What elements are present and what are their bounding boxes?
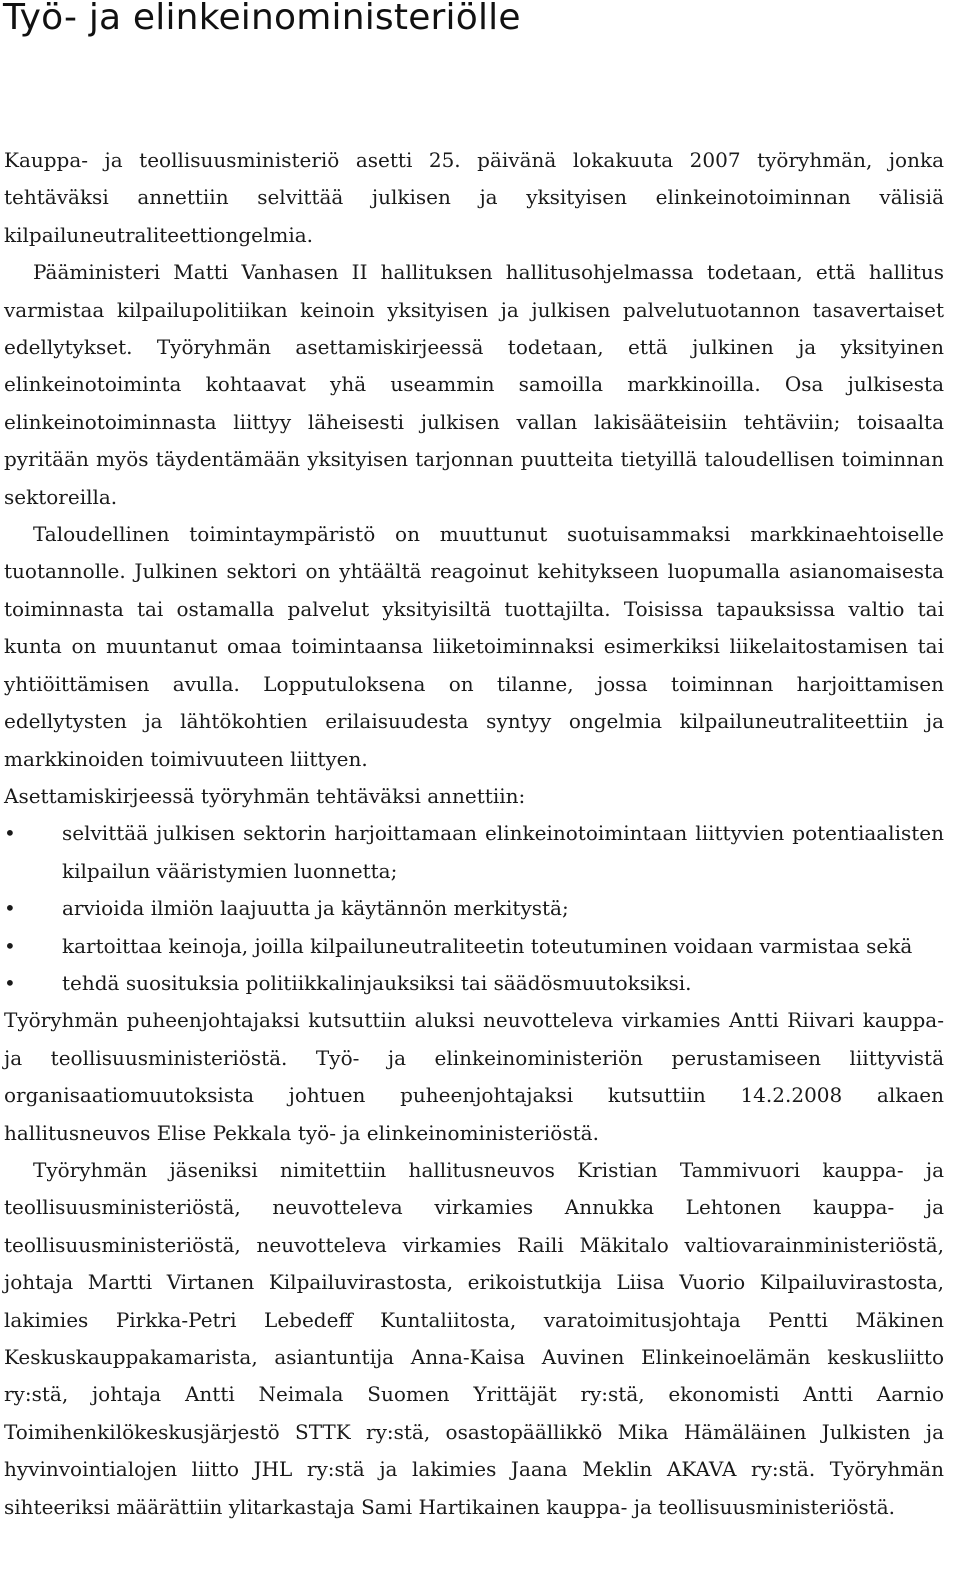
paragraph-tasks-intro: Asettamiskirjeessä työryhmän tehtäväksi annettiin: (4, 783, 526, 808)
bullet-icon: • (4, 896, 16, 921)
bullet-icon: • (4, 970, 16, 995)
list-item (4, 928, 944, 965)
list-item-text: kartoittaa keinoja, joilla kilpailuneutraliteetin toteutuminen voidaan varmistaa sekä (62, 933, 913, 958)
paragraph-assignment: Kauppa- ja teollisuusministeriö asetti 25. päivänä lokakuuta 2007 työryhmän, jonka tehtäväksi annettiin selvittää julkisen ja yksityisen elinkeinotoiminnan välisiä kilpailuneutraliteettiongelmia. (4, 148, 944, 247)
list-item-text: tehdä suosituksia politiikkalinjauksiksi tai säädösmuutoksiksi. (62, 970, 692, 995)
list-item (4, 815, 944, 890)
page-title: Työ- ja elinkeinoministeriölle (3, 0, 521, 38)
list-item (4, 965, 944, 1002)
bullet-icon: • (4, 821, 16, 846)
bullet-icon: • (4, 933, 16, 958)
paragraph-operating-environment: Taloudellinen toimintaympäristö on muuttunut suotuisammaksi markkinaehtoiselle tuotannolle. Julkinen sektori on yhtäältä reagoinut kehitykseen luopumalla asianomaisesta toiminnasta tai ostamalla palvelut yksityisiltä tuottajilta. Toisissa tapauksissa valtio tai kunta on muuntanut omaa toimintaansa liiketoiminnaksi esimerkiksi liikelaitostamisen tai yhtiöittämisen avulla. Lopputuloksena on tilanne, jossa toiminnan harjoittamisen edellytysten ja lähtökohtien erilaisuudesta syntyy ongelmia kilpailuneutraliteettiin ja markkinoiden toimivuuteen liittyen. (4, 522, 944, 771)
task-list (4, 815, 944, 1002)
list-item (4, 890, 944, 927)
paragraph-government-programme: Pääministeri Matti Vanhasen II hallituksen hallitusohjelmassa todetaan, että hallitus varmistaa kilpailupolitiikan keinoin yksityisen ja julkisen palvelutuotannon tasavertaiset edellytykset. Työryhmän asettamiskirjeessä todetaan, että julkinen ja yksityinen elinkeinotoiminta kohtaavat yhä useammin samoilla markkinoilla. Osa julkisesta elinkeinotoiminnasta liittyy läheisesti julkisen vallan lakisääteisiin tehtäviin; toisaalta pyritään myös täydentämään yksityisen tarjonnan puutteita tietyillä taloudellisen toiminnan sektoreilla. (4, 260, 944, 509)
paragraph-chair: Työryhmän puheenjohtajaksi kutsuttiin aluksi neuvotteleva virkamies Antti Riivari kauppa- ja teollisuusministeriöstä. Työ- ja elinkeinoministeriön perustamiseen liittyvistä organisaatiomuutoksista johtuen puheenjohtajaksi kutsuttiin 14.2.2008 alkaen hallitusneuvos Elise Pekkala työ- ja elinkeinoministeriöstä. (4, 1008, 944, 1145)
list-item-text: selvittää julkisen sektorin harjoittamaan elinkeinotoimintaan liittyvien potentiaalisten kilpailun vääristymien luonnetta; (62, 821, 944, 883)
paragraph-members: Työryhmän jäseniksi nimitettiin hallitusneuvos Kristian Tammivuori kauppa- ja teollisuusministeriöstä, neuvotteleva virkamies Annukka Lehtonen kauppa- ja teollisuusministeriöstä, neuvotteleva virkamies Raili Mäkitalo valtiovarainministeriöstä, johtaja Martti Virtanen Kilpailuvirastosta, erikoistutkija Liisa Vuorio Kilpailuvirastosta, lakimies Pirkka-Petri Lebedeff Kuntaliitosta, varatoimitusjohtaja Pentti Mäkinen Keskuskauppakamarista, asiantuntija Anna-Kaisa Auvinen Elinkeinoelämän keskusliitto ry:stä, johtaja Antti Neimala Suomen Yrittäjät ry:stä, ekonomisti Antti Aarnio Toimihenkilökeskusjärjestö STTK ry:stä, osastopäällikkö Mika Hämäläinen Julkisten ja hyvinvointialojen liitto JHL ry:stä ja lakimies Jaana Meklin AKAVA ry:stä. Työryhmän sihteeriksi määrättiin ylitarkastaja Sami Hartikainen kauppa- ja teollisuusministeriöstä. (4, 1157, 944, 1519)
list-item-text: arvioida ilmiön laajuutta ja käytännön merkitystä; (62, 896, 569, 921)
document-body (4, 142, 944, 1526)
